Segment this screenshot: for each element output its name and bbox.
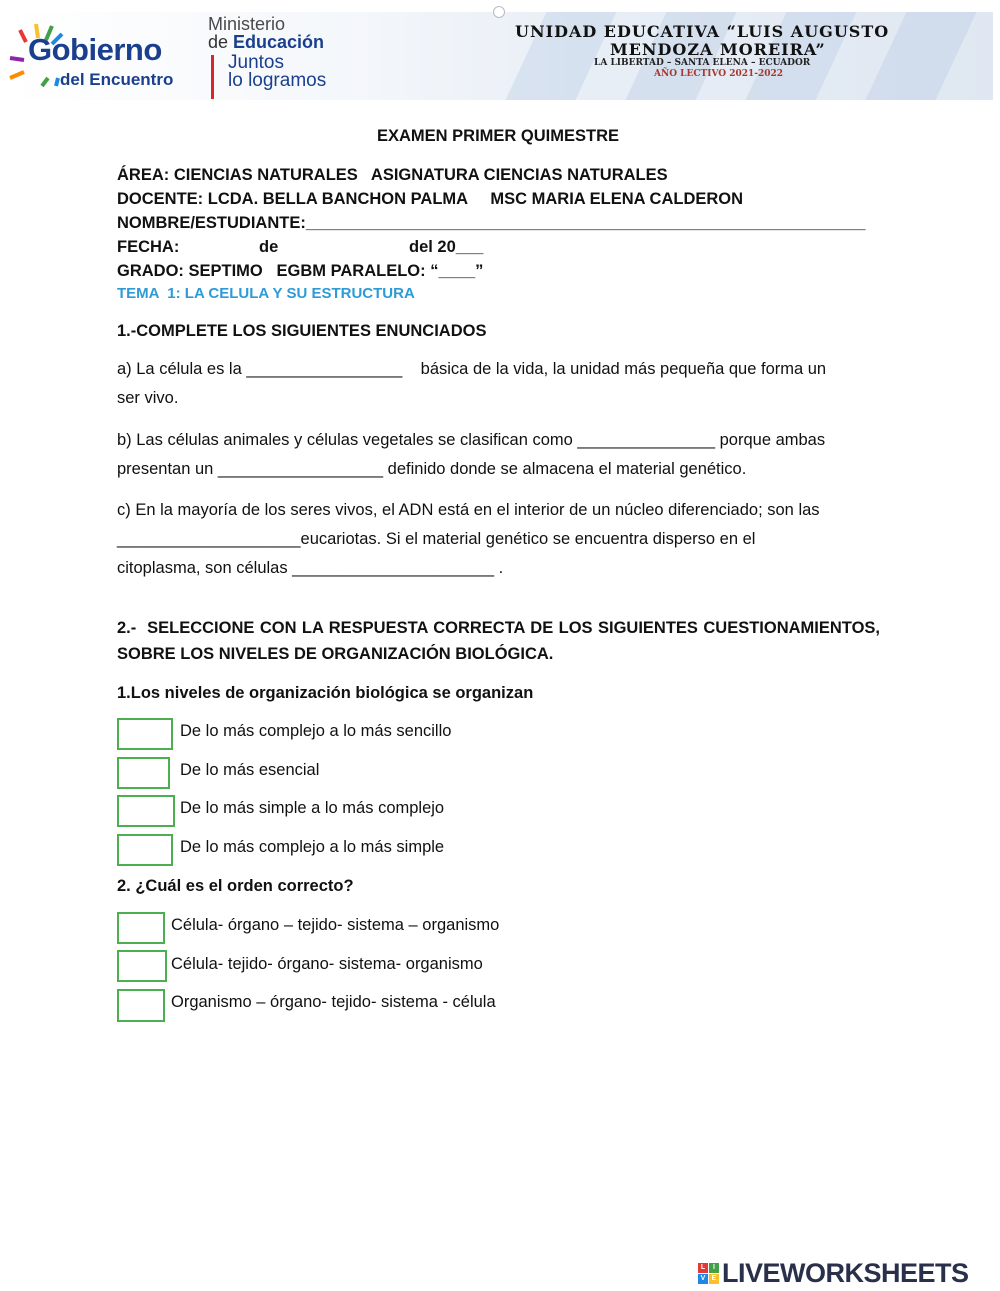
statement-b-line-2: presentan un __________________ definido donde se almacena el material genético.: [117, 460, 747, 478]
q1-option-1-checkbox[interactable]: [117, 718, 173, 750]
statement-c-line-3: citoplasma, son células ______________________ .: [117, 559, 504, 577]
statement-c-line-2: ____________________eucariotas. Si el material genético se encuentra disperso en el: [117, 530, 756, 548]
school-year: AÑO LECTIVO 2021-2022: [654, 69, 784, 79]
ministry-bold: Educación: [233, 32, 325, 52]
ministry-separator: [211, 55, 214, 99]
q1-option-1-label: De lo más complejo a lo más sencillo: [180, 722, 452, 740]
logo-letter-v: V: [698, 1274, 708, 1284]
school-name-line-1: UNIDAD EDUCATIVA “LUIS AUGUSTO: [515, 22, 890, 41]
date-year: del 20___: [409, 238, 484, 256]
logo-letter-e: E: [709, 1274, 719, 1284]
section1-heading: 1.-COMPLETE LOS SIGUIENTES ENUNCIADOS: [117, 322, 487, 340]
statement-a-line-2: ser vivo.: [117, 389, 179, 407]
question-1: 1.Los niveles de organización biológica se organizan: [117, 684, 534, 702]
q1-option-2-label: De lo más esencial: [180, 761, 320, 779]
ministry-prefix: de: [208, 32, 234, 52]
statement-a-line-1: a) La célula es la _________________ básica de la vida, la unidad más pequeña que forma un: [117, 360, 827, 378]
statement-c-line-1: c) En la mayoría de los seres vivos, el ADN está en el interior de un núcleo diferenciado; son las: [117, 501, 820, 519]
teacher-line: DOCENTE: LCDA. BELLA BANCHON PALMA MSC MARIA ELENA CALDERON: [117, 190, 744, 208]
grade-line: GRADO: SEPTIMO EGBM PARALELO: “____”: [117, 262, 484, 280]
question-2: 2. ¿Cuál es el orden correcto?: [117, 877, 354, 895]
date-de: de: [259, 238, 279, 256]
q1-option-4-label: De lo más complejo a lo más simple: [180, 838, 445, 856]
slogan-line-1: Juntos: [228, 52, 284, 73]
school-name-line-2: MENDOZA MOREIRA”: [610, 40, 826, 59]
statement-b-line-1: b) Las células animales y células vegetales se clasifican como _______________ porque ambas: [117, 431, 826, 449]
liveworksheets-icon: [698, 1263, 719, 1284]
government-logo-subtitle: del Encuentro: [60, 70, 174, 89]
q2-option-1-checkbox[interactable]: [117, 912, 165, 944]
government-logo-title: Gobierno: [28, 32, 162, 67]
q1-option-2-checkbox[interactable]: [117, 757, 170, 789]
ministry-line-1: Ministerio: [208, 14, 286, 34]
student-name-line: NOMBRE/ESTUDIANTE:_____________________________________________________________: [117, 214, 866, 232]
q2-option-1-label: Célula- órgano – tejido- sistema – organismo: [171, 916, 500, 934]
punch-hole: [493, 6, 505, 18]
slogan-line-2: lo logramos: [228, 70, 327, 91]
section2-heading-line-2: SOBRE LOS NIVELES DE ORGANIZACIÓN BIOLÓGICA.: [117, 645, 554, 663]
ministry-line-2: [208, 32, 324, 53]
date-label: FECHA:: [117, 238, 180, 256]
liveworksheets-logo: [698, 1258, 969, 1289]
logo-letter-i: I: [709, 1263, 719, 1273]
q1-option-3-checkbox[interactable]: [117, 795, 175, 827]
q2-option-2-checkbox[interactable]: [117, 950, 167, 982]
section2-heading-line-1: 2.- SELECCIONE CON LA RESPUESTA CORRECTA DE LOS SIGUIENTES CUESTIONAMIENTOS,: [117, 619, 880, 637]
q2-option-2-label: Célula- tejido- órgano- sistema- organismo: [171, 955, 483, 973]
area-line: ÁREA: CIENCIAS NATURALES ASIGNATURA CIENCIAS NATURALES: [117, 166, 668, 184]
liveworksheets-brand: LIVEWORKSHEETS: [722, 1258, 969, 1288]
school-location: LA LIBERTAD – SANTA ELENA – ECUADOR: [594, 58, 811, 68]
q2-option-3-label: Organismo – órgano- tejido- sistema - célula: [171, 993, 496, 1011]
exam-title: EXAMEN PRIMER QUIMESTRE: [377, 127, 620, 145]
topic-line: TEMA 1: LA CELULA Y SU ESTRUCTURA: [117, 285, 415, 302]
q1-option-4-checkbox[interactable]: [117, 834, 173, 866]
q1-option-3-label: De lo más simple a lo más complejo: [180, 799, 445, 817]
logo-letter-l: L: [698, 1263, 708, 1273]
q2-option-3-checkbox[interactable]: [117, 989, 165, 1022]
